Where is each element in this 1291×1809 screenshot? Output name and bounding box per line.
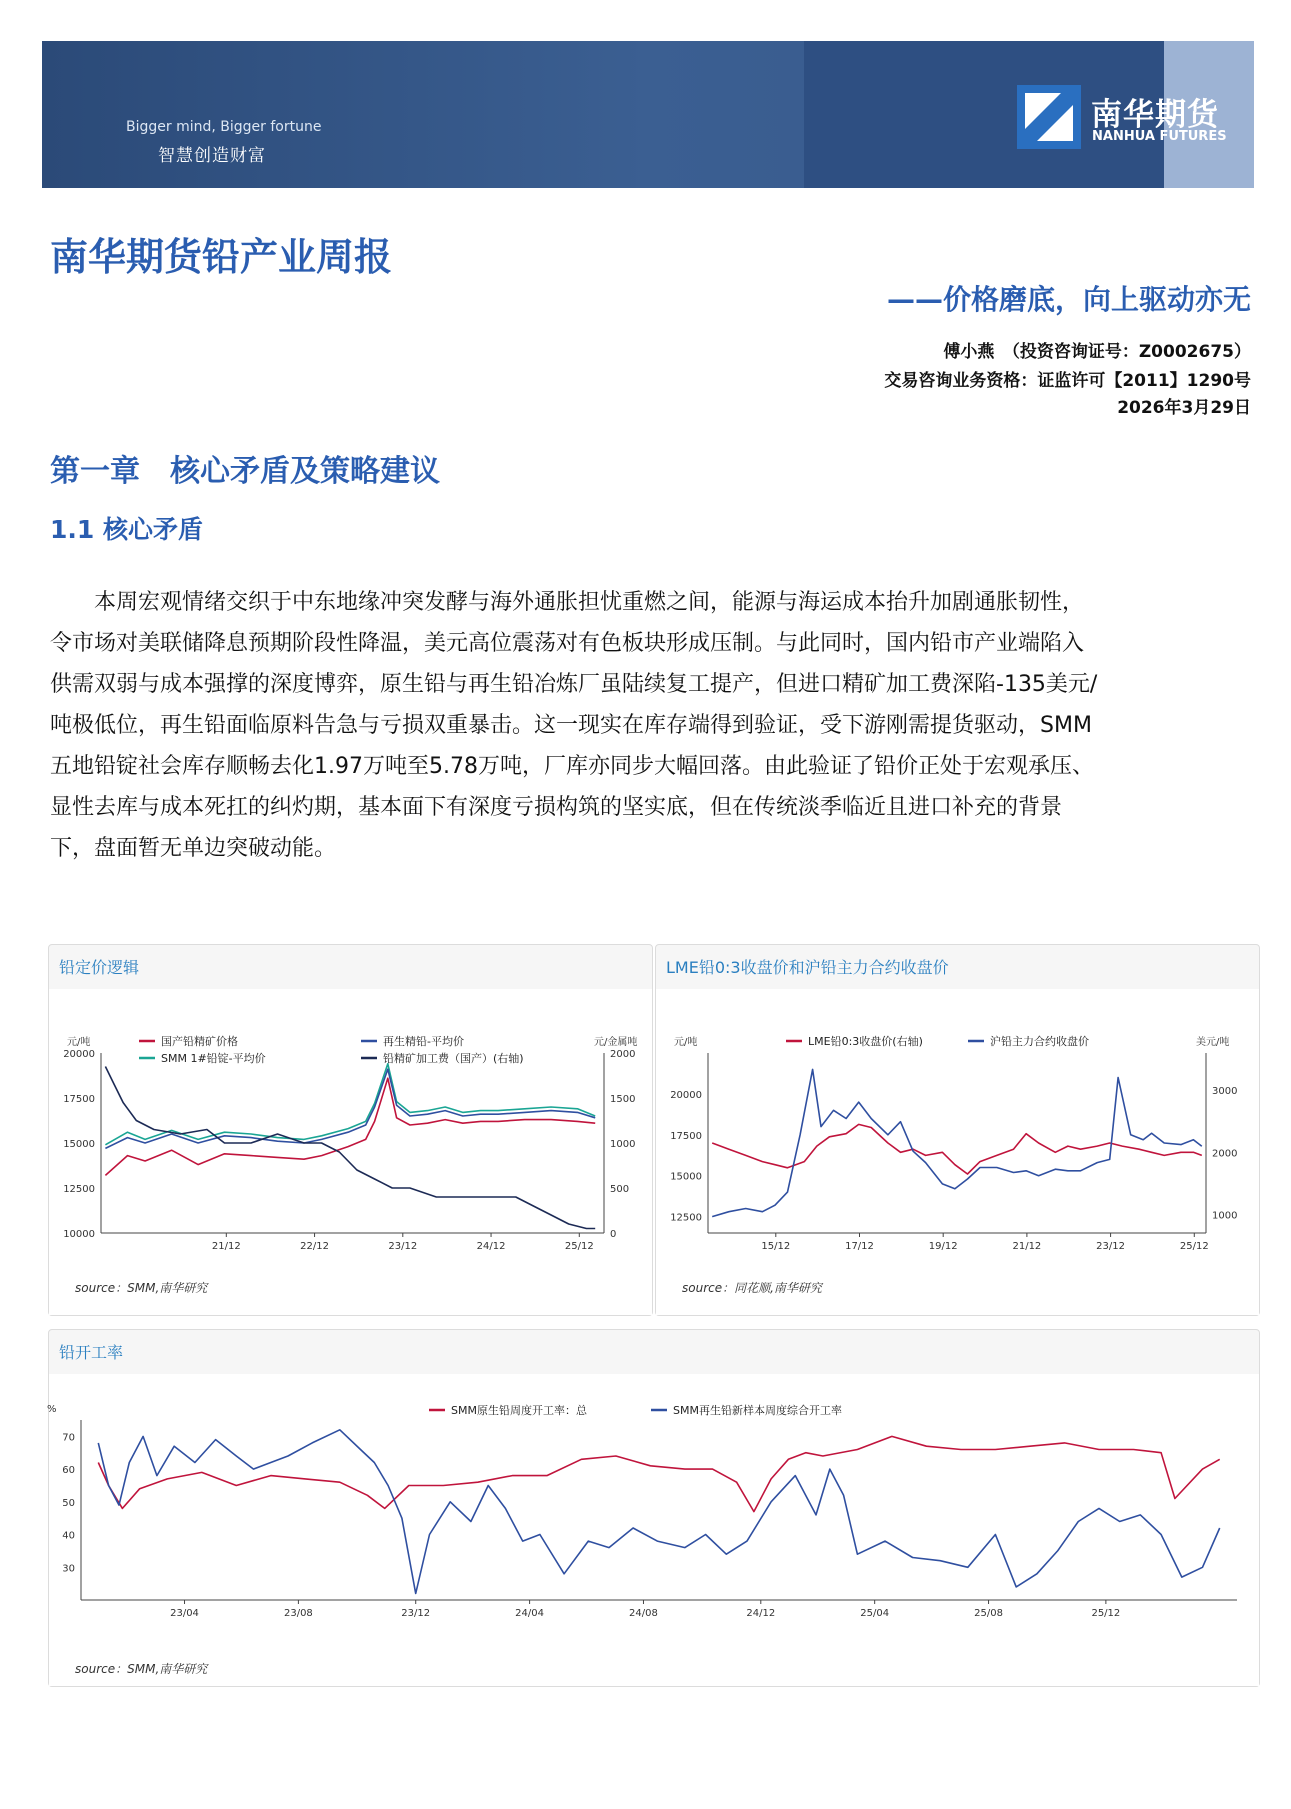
x-tick-label: 23/12 [401,1608,431,1619]
y-tick-label: 15000 [670,1171,702,1183]
y-tick-label: 10000 [63,1229,95,1240]
y-tick-label: 70 [62,1432,75,1444]
chart-panel-body [656,989,1259,1315]
chart-source: source：同花顺,南华研究 [682,1281,822,1295]
y-tick-label: 17500 [63,1094,95,1105]
logo-mark-icon [1017,85,1081,149]
legend-label: SMM原生铅周度开工率：总 [451,1404,587,1417]
y-tick-label: 17500 [670,1130,702,1142]
legend-label: 国产铅精矿价格 [161,1035,238,1048]
report-date: 2026年3月29日 [1117,398,1251,418]
chart-panel-operating-rate [48,1329,1260,1687]
logo-text-cn: 南华期货 [1091,97,1219,133]
y-tick-label: 20000 [670,1089,702,1101]
x-tick-label: 15/12 [761,1241,791,1252]
x-tick-label: 23/04 [170,1608,199,1619]
left-unit-label: 元/吨 [674,1037,698,1048]
legend-label: 再生精铅-平均价 [383,1035,464,1048]
y-tick-label: 20000 [63,1049,95,1060]
paragraph-line: 显性去库与成本死扛的纠灼期，基本面下有深度亏损构筑的坚实底，但在传统淡季临近且进口补充的背景 [50,795,1063,820]
chart-panel-body [49,989,652,1315]
x-tick-label: 23/08 [283,1608,313,1619]
license-line: 交易咨询业务资格：证监许可【2011】1290号 [884,371,1251,391]
paragraph-line: 本周宏观情绪交织于中东地缘冲突发酵与海外通胀担忧重燃之间，能源与海运成本抬升加剧通胀韧性， [50,590,1085,615]
paragraph-line: 五地铅锭社会库存顺畅去化1.97万吨至5.78万吨，厂库亦同步大幅回落。由此验证了铅价正处于宏观承压、 [50,754,1094,779]
y2-tick-label: 3000 [1212,1086,1238,1098]
header-banner [42,41,1254,188]
y2-tick-label: 1000 [610,1139,636,1150]
y2-tick-label: 1500 [610,1094,636,1105]
x-tick-label: 21/12 [211,1241,241,1252]
x-tick-label: 25/08 [974,1608,1003,1619]
paragraph-line: 吨极低位，再生铅面临原料告急与亏损双重暴击。这一现实在库存端得到验证，受下游刚需提货驱动，SMM [50,713,1092,738]
author-line: 傅小燕 （投资咨询证号：Z0002675） [943,342,1251,362]
chart-panel-lme-shfe [655,944,1260,1316]
paragraph-line: 令市场对美联储降息预期阶段性降温，美元高位震荡对有色板块形成压制。与此同时，国内铅市产业端陷入 [50,631,1085,656]
lme-shfe-chart [656,989,1259,1259]
x-tick-label: 23/12 [388,1241,418,1252]
y-tick-label: 50 [62,1497,75,1509]
x-tick-label: 25/12 [1091,1608,1121,1619]
paragraph-line: 下，盘面暂无单边突破动能。 [50,836,337,861]
left-unit-label: 元/吨 [67,1037,91,1048]
chart-panel-pricing-logic [48,944,653,1316]
legend-label: 铅精矿加工费（国产）(右轴) [383,1052,524,1065]
right-unit-label: 元/金属吨 [594,1037,638,1048]
chart-panel-title: 铅开工率 [59,1343,124,1362]
pricing-logic-chart [49,989,652,1259]
chart-panel-title: LME铅0:3收盘价和沪铅主力合约收盘价 [666,958,949,977]
operating-rate-chart [49,1374,1259,1642]
chart-panel-body [49,1374,1259,1686]
x-tick-label: 25/04 [860,1608,890,1619]
series-line [712,1069,1202,1216]
slogan-cn: 智慧创造财富 [158,146,266,166]
report-subtitle: ——价格磨底，向上驱动亦无 [886,283,1251,316]
chart-panel-title: 铅定价逻辑 [59,958,140,977]
report-title: 南华期货铅产业周报 [50,235,393,279]
y-tick-label: 30 [62,1563,75,1575]
nanhua-logo [1017,85,1257,149]
x-tick-label: 22/12 [300,1241,329,1252]
series-line [98,1430,1219,1594]
chapter-title: 第一章 核心矛盾及策略建议 [50,454,440,489]
x-tick-label: 23/12 [1096,1241,1125,1252]
paragraph-line: 供需双弱与成本强撑的深度博弈，原生铅与再生铅冶炼厂虽陆续复工提产，但进口精矿加工费深陷-135美元/ [50,672,1098,697]
y-tick-label: 12500 [670,1212,702,1224]
x-tick-label: 25/12 [564,1241,594,1252]
y2-tick-label: 0 [610,1229,617,1240]
series-line [712,1124,1202,1174]
legend-label: LME铅0:3收盘价(右轴) [808,1035,923,1048]
x-tick-label: 24/12 [476,1241,506,1252]
chart-source: source：SMM,南华研究 [75,1281,208,1295]
y2-tick-label: 500 [610,1184,630,1195]
section-title: 1.1 核心矛盾 [50,515,203,544]
x-tick-label: 21/12 [1012,1241,1042,1252]
y-tick-label: 60 [62,1465,75,1477]
y-tick-label: 15000 [63,1139,95,1150]
legend-label: 沪铅主力合约收盘价 [990,1035,1089,1048]
slogan-en: Bigger mind, Bigger fortune [126,119,322,135]
x-tick-label: 24/08 [629,1608,658,1619]
x-tick-label: 19/12 [928,1241,958,1252]
core-paragraph [50,582,1250,869]
chart-source: source：SMM,南华研究 [75,1662,208,1676]
legend-label: SMM再生铅新样本周度综合开工率 [673,1404,842,1417]
series-line [98,1436,1219,1511]
y-tick-label: 40 [62,1530,75,1542]
y-tick-label: 12500 [63,1184,95,1195]
left-unit-label: % [47,1404,57,1415]
right-unit-label: 美元/吨 [1196,1037,1230,1048]
series-line [105,1064,595,1145]
series-line [105,1067,595,1229]
y2-tick-label: 2000 [610,1049,636,1060]
x-tick-label: 24/12 [746,1608,776,1619]
x-tick-label: 25/12 [1179,1241,1209,1252]
x-tick-label: 24/04 [515,1608,545,1619]
y2-tick-label: 1000 [1212,1210,1238,1222]
x-tick-label: 17/12 [845,1241,874,1252]
logo-text-en: NANHUA FUTURES [1092,129,1227,144]
series-line [105,1078,595,1175]
legend-label: SMM 1#铅锭-平均价 [161,1052,266,1065]
y2-tick-label: 2000 [1212,1148,1238,1160]
